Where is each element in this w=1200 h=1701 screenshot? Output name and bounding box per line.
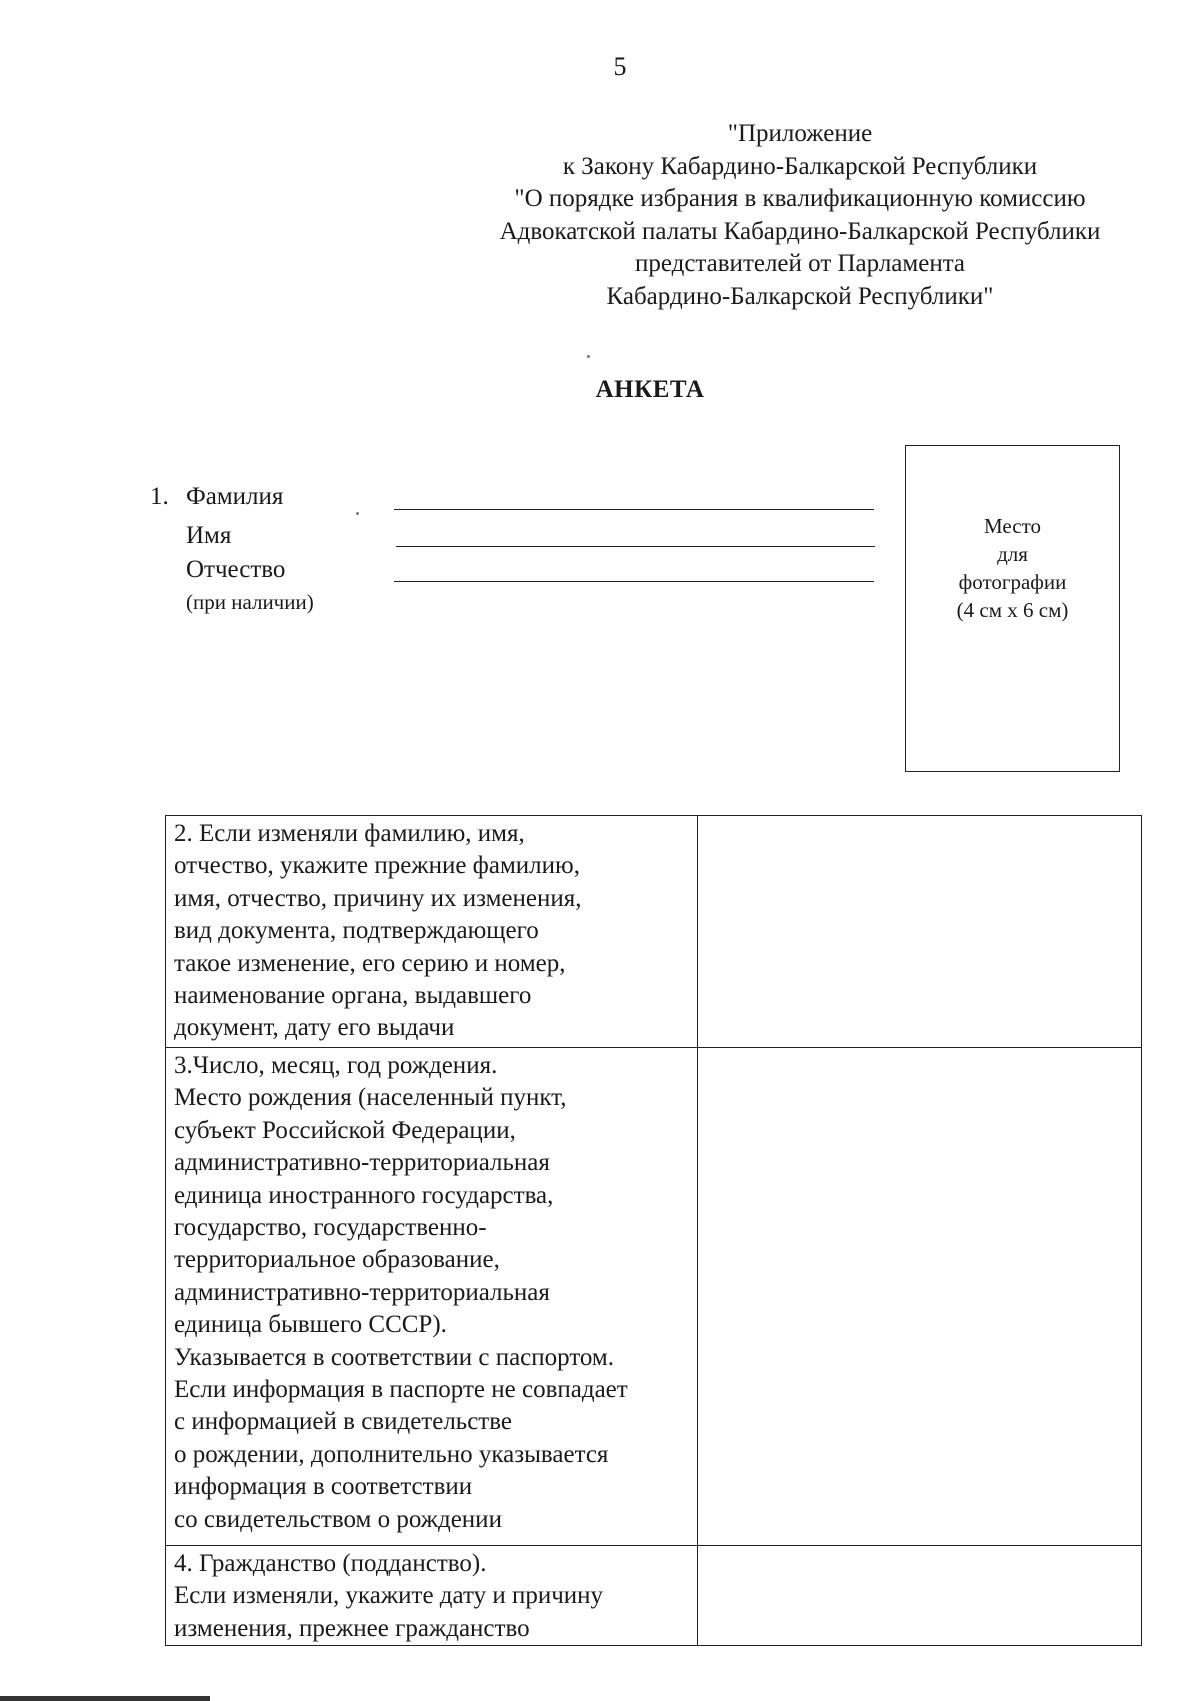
question-line: административно-территориальная (174, 1149, 550, 1177)
table-row (166, 1048, 1142, 1546)
question-line: 3.Число, месяц, год рождения. (174, 1052, 498, 1079)
questionnaire-table (165, 815, 1142, 1646)
patronymic-fill-line[interactable] (394, 581, 874, 582)
question-line: с информацией в свидетельстве (174, 1408, 512, 1436)
question-line: единица иностранного государства, (174, 1181, 554, 1209)
answer-cell[interactable] (698, 816, 1142, 1048)
question-line: Указывается в соответствии с паспортом. (174, 1343, 615, 1371)
first-name-label: Имя (186, 522, 232, 549)
question-line: со свидетельством о рождении (174, 1505, 502, 1533)
first-name-fill-line[interactable] (396, 546, 875, 547)
answer-cell[interactable] (698, 1546, 1142, 1646)
question-line: наименование органа, выдавшего (174, 982, 532, 1010)
photo-placeholder-box[interactable] (905, 445, 1120, 772)
appendix-header-line: Кабардино-Балкарской Республики" (606, 282, 994, 310)
surname-label: Фамилия (186, 483, 284, 510)
question-line: территориальное образование, (174, 1246, 500, 1274)
question-line: такое изменение, его серию и номер, (174, 949, 566, 977)
question-line: единица бывшего СССР). (174, 1311, 447, 1339)
question-line: 2. Если изменяли фамилию, имя, (174, 820, 525, 847)
question-line: отчество, укажите прежние фамилию, (174, 852, 580, 880)
table-row (166, 816, 1142, 1048)
answer-cell[interactable] (698, 1048, 1142, 1546)
appendix-header (440, 118, 1160, 313)
page-number: 5 (613, 52, 627, 81)
question-line: Место рождения (населенный пункт, (174, 1084, 567, 1112)
question-line: вид документа, подтверждающего (174, 917, 539, 945)
question-line: имя, отчество, причину их изменения, (174, 884, 582, 912)
question-line: субъект Российской Федерации, (174, 1116, 516, 1144)
appendix-header-line: "О порядке избрания в квалификационную комиссию (514, 185, 1086, 212)
question-line: административно-территориальная (174, 1278, 550, 1306)
document-title: АНКЕТА (595, 376, 705, 403)
photo-placeholder-caption (906, 512, 1119, 624)
question-line: государство, государственно- (174, 1214, 487, 1242)
patronymic-note: (при наличии) (186, 590, 314, 614)
photo-caption-line: (4 см х 6 см) (956, 598, 1069, 622)
question-cell (166, 816, 698, 1048)
question-line: информация в соответствии (174, 1473, 473, 1501)
appendix-header-line: представителей от Парламента (634, 250, 966, 277)
question-line: о рождении, дополнительно указывается (174, 1440, 609, 1468)
question-line: документ, дату его выдачи (174, 1014, 455, 1042)
question-line: 4. Гражданство (подданство). (174, 1550, 487, 1577)
section-number: 1. (150, 483, 169, 510)
appendix-header-line: к Закону Кабардино-Балкарской Республики (562, 152, 1038, 180)
patronymic-label: Отчество (186, 556, 286, 583)
question-line: Если информация в паспорте не совпадает (174, 1376, 628, 1404)
question-cell (166, 1048, 698, 1546)
question-cell (166, 1546, 698, 1646)
appendix-header-line: Адвокатской палаты Кабардино-Балкарской Республики (499, 217, 1101, 245)
surname-fill-line[interactable] (394, 509, 874, 510)
question-line: Если изменяли, укажите дату и причину (174, 1582, 604, 1610)
photo-caption-line: для (997, 542, 1028, 566)
table-row (166, 1546, 1142, 1646)
appendix-header-line: "Приложение (727, 120, 873, 147)
scan-speck (356, 512, 359, 515)
photo-caption-line: Место (984, 514, 1041, 538)
photo-caption-line: фотографии (958, 570, 1067, 594)
question-line: изменения, прежнее гражданство (174, 1614, 530, 1642)
scan-edge-artifact (0, 1696, 210, 1701)
scan-speck (587, 355, 590, 358)
